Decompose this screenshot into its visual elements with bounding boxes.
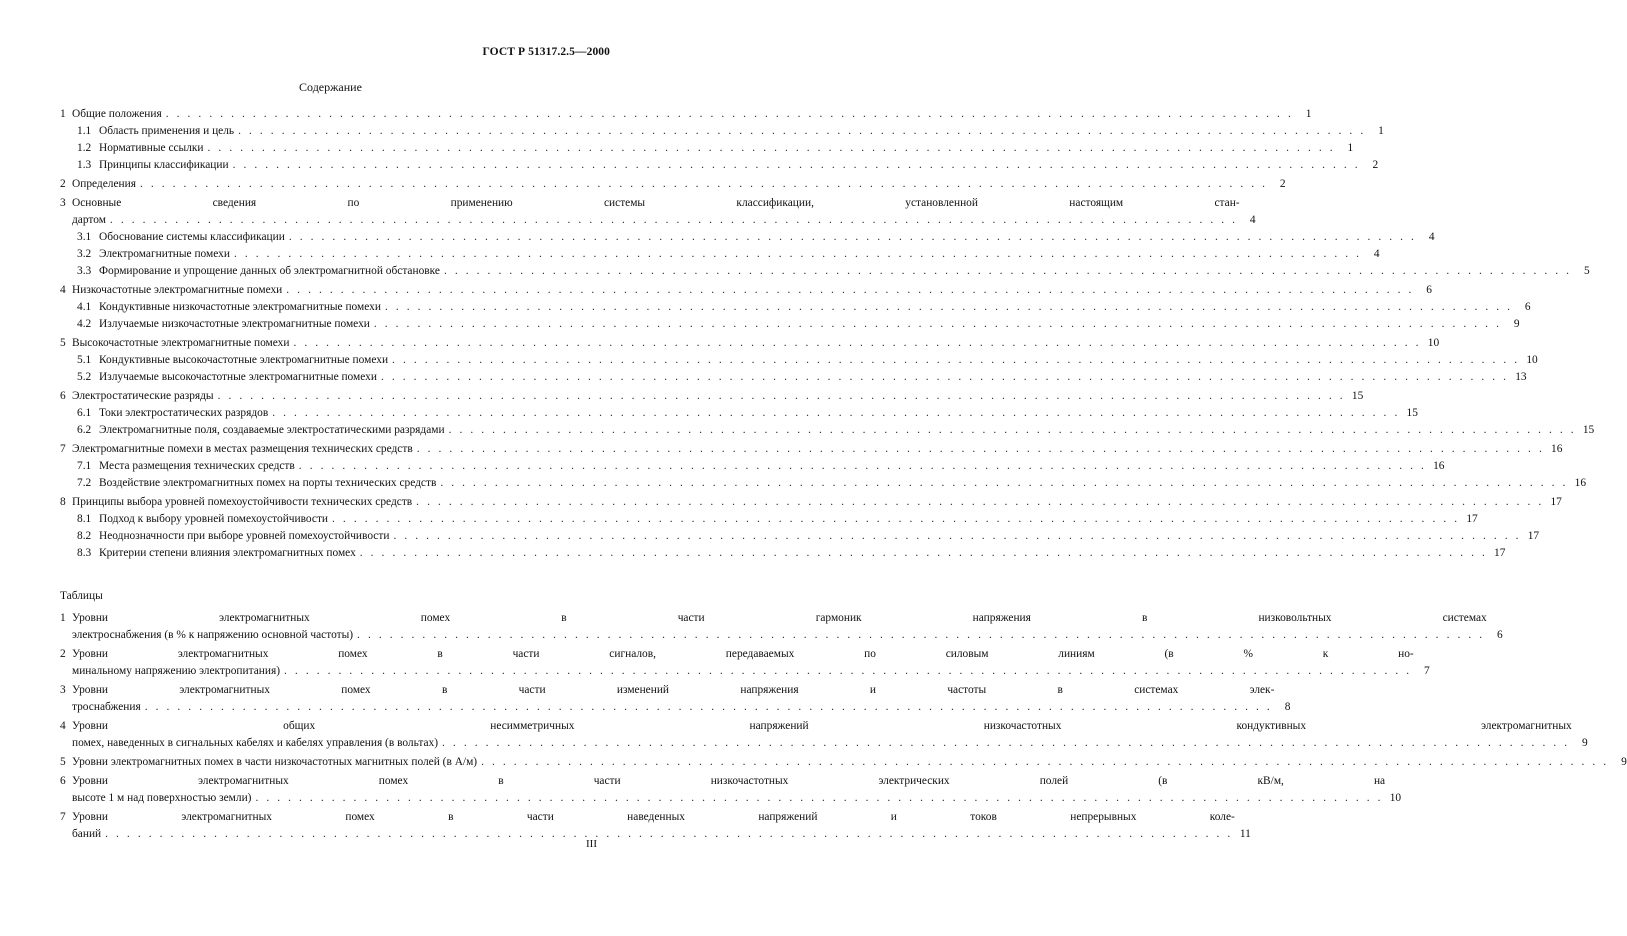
- entry-page: 2: [1372, 159, 1379, 171]
- page-number: III: [586, 838, 597, 850]
- dot-leader: [442, 735, 1570, 752]
- entry-page: 17: [1494, 547, 1506, 559]
- toc-entry[interactable]: [60, 352, 1538, 369]
- tables-label: Таблицы: [60, 590, 103, 602]
- dot-leader: [417, 441, 1545, 458]
- entry-title-line-1: Основные сведения по применению системы классификации, установленной настоящим стан-: [72, 197, 1240, 209]
- dot-leader: [286, 282, 1414, 299]
- entry-title: Низкочастотные электромагнитные помехи: [72, 284, 283, 296]
- entry-number: 1: [60, 612, 66, 624]
- document-standard-number: ГОСТ Р 51317.2.5—2000: [482, 46, 610, 58]
- entry-title: Обоснование системы классификации: [99, 231, 285, 243]
- entry-number: 1.1: [77, 125, 92, 137]
- dot-leader: [284, 663, 1412, 680]
- entry-number: 4.2: [77, 318, 92, 330]
- toc-entry[interactable]: [60, 610, 1503, 644]
- entry-title: Принципы выбора уровней помехоустойчивости технических средств: [72, 496, 413, 508]
- toc-entry[interactable]: [60, 299, 1531, 316]
- dot-leader: [110, 212, 1238, 229]
- entry-title: Воздействие электромагнитных помех на порты технических средств: [99, 477, 437, 489]
- dot-leader: [416, 494, 1544, 511]
- entry-page: 17: [1550, 496, 1562, 508]
- entry-title: Кондуктивные низкочастотные электромагнитные помехи: [99, 301, 381, 313]
- entry-number: 8: [60, 496, 66, 508]
- entry-title: Нормативные ссылки: [99, 142, 204, 154]
- entry-title-line-1: Уровни электромагнитных помех в части гармоник напряжения в низковольтных системах: [72, 612, 1487, 624]
- toc-entry[interactable]: [60, 369, 1527, 386]
- toc-entry[interactable]: [60, 809, 1251, 843]
- toc-entry[interactable]: [60, 176, 1286, 193]
- entry-title: Кондуктивные высокочастотные электромагнитные помехи: [99, 354, 389, 366]
- toc-entry[interactable]: [60, 682, 1291, 716]
- entry-page: 6: [1524, 301, 1531, 313]
- toc-entry[interactable]: [60, 106, 1312, 123]
- entry-number: 5.2: [77, 371, 92, 383]
- entry-number: 5.1: [77, 354, 92, 366]
- entry-number: 1.3: [77, 159, 92, 171]
- entry-title: Электромагнитные поля, создаваемые электростатическими разрядами: [99, 424, 445, 436]
- entry-number: 7: [60, 443, 66, 455]
- entry-title-line-2: баний: [72, 828, 102, 840]
- entry-title: Высокочастотные электромагнитные помехи: [72, 337, 290, 349]
- dot-leader: [374, 316, 1502, 333]
- entry-page: 4: [1428, 231, 1435, 243]
- entry-title-line-2: помех, наведенных в сигнальных кабелях и кабелях управления (в вольтах): [72, 737, 439, 749]
- dot-leader: [272, 405, 1400, 422]
- list-of-tables: [60, 608, 1627, 843]
- toc-entry[interactable]: [60, 475, 1587, 492]
- entry-number: 3.2: [77, 248, 92, 260]
- toc-entry[interactable]: [60, 458, 1445, 475]
- toc-entry[interactable]: [60, 646, 1430, 680]
- toc-entry[interactable]: [60, 282, 1432, 299]
- dot-leader: [145, 699, 1273, 716]
- entry-page: 1: [1378, 125, 1384, 137]
- dot-leader: [105, 826, 1233, 843]
- entry-title-line-2: минальному напряжению электропитания): [72, 665, 281, 677]
- dot-leader: [332, 511, 1460, 528]
- entry-title: Общие положения: [72, 108, 162, 120]
- entry-number: 8.3: [77, 547, 92, 559]
- entry-number: 4: [60, 720, 66, 732]
- toc-entry[interactable]: [60, 494, 1562, 511]
- entry-title-line-2: высоте 1 м над поверхностью земли): [72, 792, 252, 804]
- entry-title: Критерии степени влияния электромагнитных помех: [99, 547, 356, 559]
- entry-title: Излучаемые высокочастотные электромагнитные помехи: [99, 371, 377, 383]
- toc-entry[interactable]: [60, 718, 1588, 752]
- dot-leader: [449, 422, 1577, 439]
- dot-leader: [392, 352, 1520, 369]
- entry-page: 8: [1284, 701, 1291, 713]
- entry-title: Места размещения технических средств: [99, 460, 295, 472]
- entry-title: Принципы классификации: [99, 159, 229, 171]
- dot-leader: [444, 263, 1572, 280]
- entry-title: Электромагнитные помехи в местах размещения технических средств: [72, 443, 413, 455]
- entry-page: 15: [1351, 390, 1364, 402]
- toc-entry[interactable]: [60, 229, 1435, 246]
- entry-number: 7.1: [77, 460, 92, 472]
- dot-leader: [357, 627, 1485, 644]
- entry-page: 6: [1497, 629, 1503, 641]
- entry-page: 9: [1513, 318, 1520, 330]
- entry-number: 7.2: [77, 477, 92, 489]
- dot-leader: [140, 176, 1268, 193]
- entry-page: 11: [1239, 828, 1251, 840]
- toc-entry[interactable]: [60, 316, 1520, 333]
- entry-title-line-2: дартом: [72, 214, 106, 226]
- entry-title-line-2: электроснабжения (в % к напряжению основной частоты): [72, 629, 354, 641]
- entry-number: 8.1: [77, 513, 92, 525]
- entry-title: Уровни электромагнитных помех в части низкочастотных магнитных полей (в А/м): [72, 756, 478, 768]
- dot-leader: [234, 246, 1362, 263]
- entry-title: Токи электростатических разрядов: [99, 407, 269, 419]
- toc-entry[interactable]: [60, 388, 1364, 405]
- toc-entry[interactable]: [60, 263, 1590, 280]
- entry-title: Область применения и цель: [99, 125, 235, 137]
- entry-number: 6: [60, 390, 66, 402]
- entry-number: 3: [60, 684, 66, 696]
- toc-entry[interactable]: [60, 773, 1402, 807]
- toc-entry[interactable]: [60, 528, 1540, 545]
- dot-leader: [255, 790, 1383, 807]
- toc-entry[interactable]: [60, 441, 1563, 458]
- entry-number: 1: [60, 108, 66, 120]
- entry-number: 4.1: [77, 301, 92, 313]
- entry-number: 3: [60, 197, 66, 209]
- entry-page: 6: [1426, 284, 1432, 296]
- entry-number: 2: [60, 178, 66, 190]
- entry-number: 2: [60, 648, 66, 660]
- toc-entry[interactable]: [60, 405, 1418, 422]
- entry-page: 7: [1424, 665, 1430, 677]
- entry-title: Подход к выбору уровней помехоустойчивости: [99, 513, 329, 525]
- dot-leader: [393, 528, 1521, 545]
- entry-page: 13: [1515, 371, 1527, 383]
- toc-entry[interactable]: [60, 545, 1506, 562]
- dot-leader: [166, 106, 1294, 123]
- entry-number: 3.3: [77, 265, 92, 277]
- entry-page: 16: [1551, 443, 1563, 455]
- entry-number: 6: [60, 775, 66, 787]
- entry-page: 10: [1427, 337, 1440, 349]
- toc-entry[interactable]: [60, 422, 1595, 439]
- dot-leader: [360, 545, 1488, 562]
- dot-leader: [293, 335, 1421, 352]
- dot-leader: [385, 299, 1513, 316]
- entry-title-line-1: Уровни электромагнитных помех в части низкочастотных электрических полей (в кВ/м, на: [72, 775, 1386, 787]
- entry-page: 17: [1466, 513, 1478, 525]
- entry-page: 15: [1582, 424, 1595, 436]
- entry-title-line-1: Уровни электромагнитных помех в части сигналов, передаваемых по силовым линиям (в % к но-: [72, 648, 1414, 660]
- entry-page: 16: [1433, 460, 1445, 472]
- entry-number: 3.1: [77, 231, 92, 243]
- entry-number: 5: [60, 337, 66, 349]
- entry-title: Определения: [72, 178, 136, 190]
- entry-number: 4: [60, 284, 66, 296]
- dot-leader: [218, 388, 1346, 405]
- dot-leader: [381, 369, 1509, 386]
- dot-leader: [238, 123, 1366, 140]
- entry-page: 5: [1583, 265, 1590, 277]
- toc-entry[interactable]: [60, 157, 1379, 174]
- entry-page: 15: [1406, 407, 1418, 419]
- entry-page: 10: [1526, 354, 1538, 366]
- entry-title-line-1: Уровни электромагнитных помех в части изменений напряжения и частоты в системах элек-: [72, 684, 1275, 696]
- entry-page: 4: [1373, 248, 1380, 260]
- entry-page: 9: [1621, 756, 1627, 768]
- entry-title-line-1: Уровни электромагнитных помех в части наведенных напряжений и токов непрерывных коле-: [72, 811, 1235, 823]
- dot-leader: [440, 475, 1568, 492]
- dot-leader: [289, 229, 1417, 246]
- toc-entry[interactable]: [60, 123, 1384, 140]
- entry-number: 6.2: [77, 424, 92, 436]
- toc-entry[interactable]: [60, 754, 1627, 771]
- entry-title: Неоднозначности при выборе уровней помехоустойчивости: [99, 530, 390, 542]
- entry-page: 16: [1574, 477, 1587, 489]
- entry-page: 4: [1249, 214, 1256, 226]
- table-of-contents: [60, 106, 1595, 562]
- dot-leader: [233, 157, 1361, 174]
- entry-page: 10: [1389, 792, 1402, 804]
- entry-title: Излучаемые низкочастотные электромагнитные помехи: [99, 318, 370, 330]
- toc-entry[interactable]: [60, 246, 1380, 263]
- entry-title: Электростатические разряды: [72, 390, 214, 402]
- entry-title: Электромагнитные помехи: [99, 248, 230, 260]
- toc-entry[interactable]: [60, 140, 1354, 157]
- entry-title-line-1: Уровни общих несимметричных напряжений низкочастотных кондуктивных электромагнитных: [72, 720, 1572, 732]
- entry-title: Формирование и упрощение данных об электромагнитной обстановке: [99, 265, 440, 277]
- toc-entry[interactable]: [60, 511, 1478, 528]
- dot-leader: [481, 754, 1609, 771]
- entry-number: 1.2: [77, 142, 92, 154]
- entry-number: 7: [60, 811, 66, 823]
- entry-number: 6.1: [77, 407, 92, 419]
- entry-page: 1: [1305, 108, 1312, 120]
- entry-page: 2: [1279, 178, 1286, 190]
- entry-title-line-2: троснабжения: [72, 701, 141, 713]
- entry-number: 8.2: [77, 530, 92, 542]
- entry-page: 9: [1582, 737, 1588, 749]
- entry-page: 1: [1347, 142, 1354, 154]
- dot-leader: [299, 458, 1427, 475]
- contents-title: Содержание: [299, 80, 362, 94]
- dot-leader: [208, 140, 1336, 157]
- entry-number: 5: [60, 756, 66, 768]
- toc-entry[interactable]: [60, 335, 1440, 352]
- entry-page: 17: [1527, 530, 1540, 542]
- toc-entry[interactable]: [60, 195, 1256, 229]
